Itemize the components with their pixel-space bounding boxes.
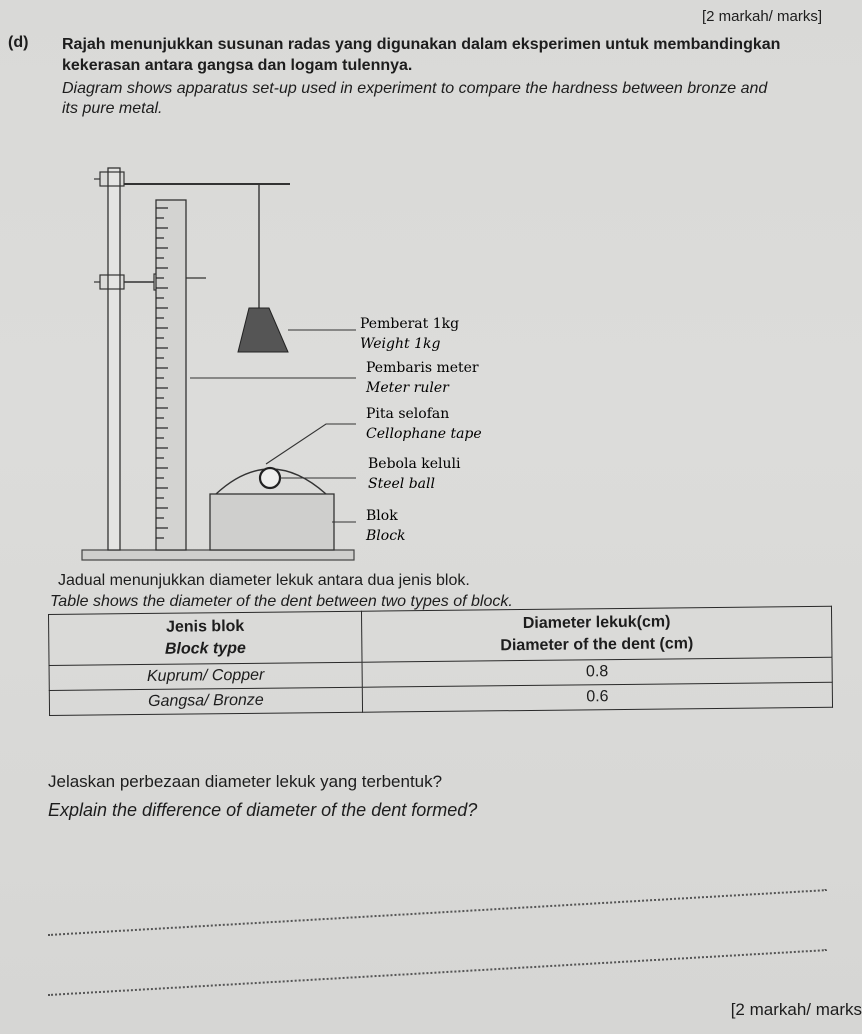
stand-base <box>82 550 354 560</box>
question-label: (d) <box>8 34 29 51</box>
label-ball-ms: Bebola keluli <box>368 456 461 472</box>
steel-ball <box>260 468 280 488</box>
answer-line-2[interactable] <box>48 949 827 996</box>
label-block-ms: Blok <box>366 508 398 524</box>
label-ruler-ms: Pembaris meter <box>366 360 479 376</box>
label-weight-en: Weight 1kg <box>360 336 441 352</box>
label-block-en: Block <box>366 528 406 544</box>
header-diameter-ms: Diameter lekuk(cm) <box>522 613 671 633</box>
table-caption-ms: Jadual menunjukkan diameter lekuk antara dua jenis blok. <box>58 572 470 589</box>
block <box>210 494 334 550</box>
question-text-ms: Rajah menunjukkan susunan radas yang digunakan dalam eksperimen untuk membandingkan kekerasan antara gangsa dan logam tulennya. <box>62 36 781 74</box>
label-tape-en: Cellophane tape <box>366 426 482 442</box>
label-ball-en: Steel ball <box>368 476 435 492</box>
answer-line-1[interactable] <box>48 889 827 936</box>
footer-marks: [2 markah/ marks <box>730 1000 862 1019</box>
header-diameter <box>361 606 832 662</box>
cell-diameter-bronze: 0.6 <box>362 682 832 712</box>
table-caption-en: Table shows the diameter of the dent between two types of block. <box>50 593 513 610</box>
header-diameter-en: Diameter of the dent (cm) <box>500 635 694 655</box>
prompt-text-ms: Jelaskan perbezaan diameter lekuk yang terbentuk? <box>48 772 443 791</box>
label-weight-ms: Pemberat 1kg <box>360 316 460 332</box>
header-block-type-ms: Jenis blok <box>165 617 245 636</box>
header-block-type-en: Block type <box>164 639 246 658</box>
dent-diameter-table <box>48 606 833 716</box>
header-block-type <box>49 611 363 665</box>
cell-diameter-copper: 0.8 <box>362 657 832 687</box>
stand-pole <box>108 168 120 550</box>
question-text-en: Diagram shows apparatus set-up used in experiment to compare the hardness between bronze and its pure metal. <box>62 80 768 117</box>
weight-1kg <box>238 308 288 352</box>
apparatus-diagram <box>70 148 530 568</box>
table-header-row <box>49 606 832 665</box>
cell-block-bronze: Gangsa/ Bronze <box>49 687 362 715</box>
cell-block-copper: Kuprum/ Copper <box>49 662 362 690</box>
prompt-text-en: Explain the difference of diameter of the dent formed? <box>48 800 478 820</box>
header-marks: [2 markah/ marks] <box>701 8 822 25</box>
label-ruler-en: Meter ruler <box>366 380 449 396</box>
label-tape-ms: Pita selofan <box>366 406 450 422</box>
